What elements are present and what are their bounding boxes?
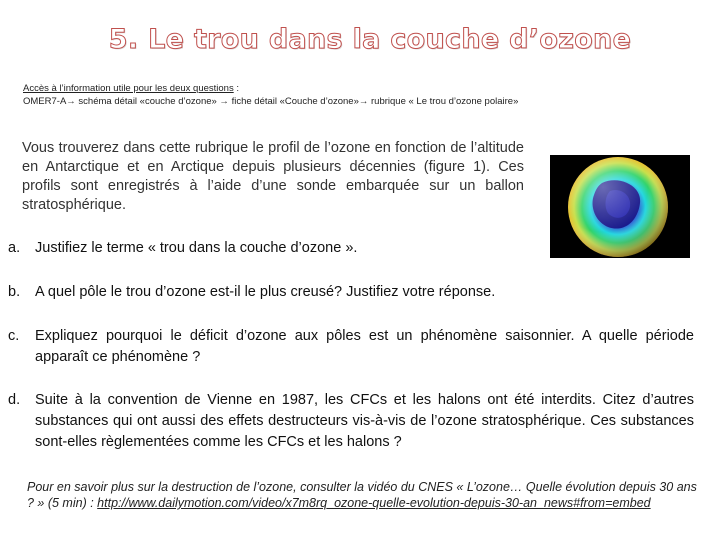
question-d xyxy=(8,390,694,453)
access-info-colon: : xyxy=(233,83,239,94)
question-letter: a. xyxy=(8,240,21,256)
page-title: 5. Le trou dans la couche d’ozone xyxy=(108,24,632,55)
question-letter: c. xyxy=(8,328,20,344)
question-text: Suite à la convention de Vienne en 1987, les CFCs et les halons ont été interdits. Citez d’autres substances qui ont aussi des effets destructeurs vis-à-vis de l’ozone stratosphérique. Ces substances sont-elles règlementées comme les CFCs et les halons ? xyxy=(35,392,694,450)
question-text: Expliquez pourquoi le déficit d’ozone aux pôles est un phénomène saisonnier. A quelle période apparaît ce phénomène ? xyxy=(35,328,694,365)
intro-paragraph: Vous trouverez dans cette rubrique le profil de l’ozone en fonction de l’altitude en Antarctique et en Arctique depuis plusieurs décennies (figure 1). Ces profils sont enregistrés à l’aide d’une sonde embarquée sur un ballon stratosphérique. xyxy=(22,140,524,213)
question-text: A quel pôle le trou d’ozone est-il le plus creusé? Justifiez votre réponse. xyxy=(35,284,496,300)
question-a xyxy=(8,238,694,259)
question-text: Justifiez le terme « trou dans la couche d’ozone ». xyxy=(35,240,358,256)
access-info-lead: Accès à l’information utile pour les deux questions xyxy=(23,83,234,94)
question-b xyxy=(8,282,694,303)
more-info-text: Pour en savoir plus sur la destruction de l’ozone, consulter la vidéo du CNES « L’ozone… Quelle évolution depuis 30 ans ? » (5 min) : xyxy=(27,480,697,510)
access-info-path: OMER7-A→ schéma détail «couche d’ozone» → fiche détail «Couche d’ozone»→ rubrique « Le trou d’ozone polaire» xyxy=(23,96,519,107)
video-link[interactable]: http://www.dailymotion.com/video/x7m8rq_ozone-quelle-evolution-depuis-30-an_news#from=embed xyxy=(97,496,651,510)
access-info xyxy=(23,82,663,108)
question-c xyxy=(8,326,694,368)
question-letter: b. xyxy=(8,284,21,300)
question-letter: d. xyxy=(8,392,21,408)
more-info xyxy=(27,479,702,511)
